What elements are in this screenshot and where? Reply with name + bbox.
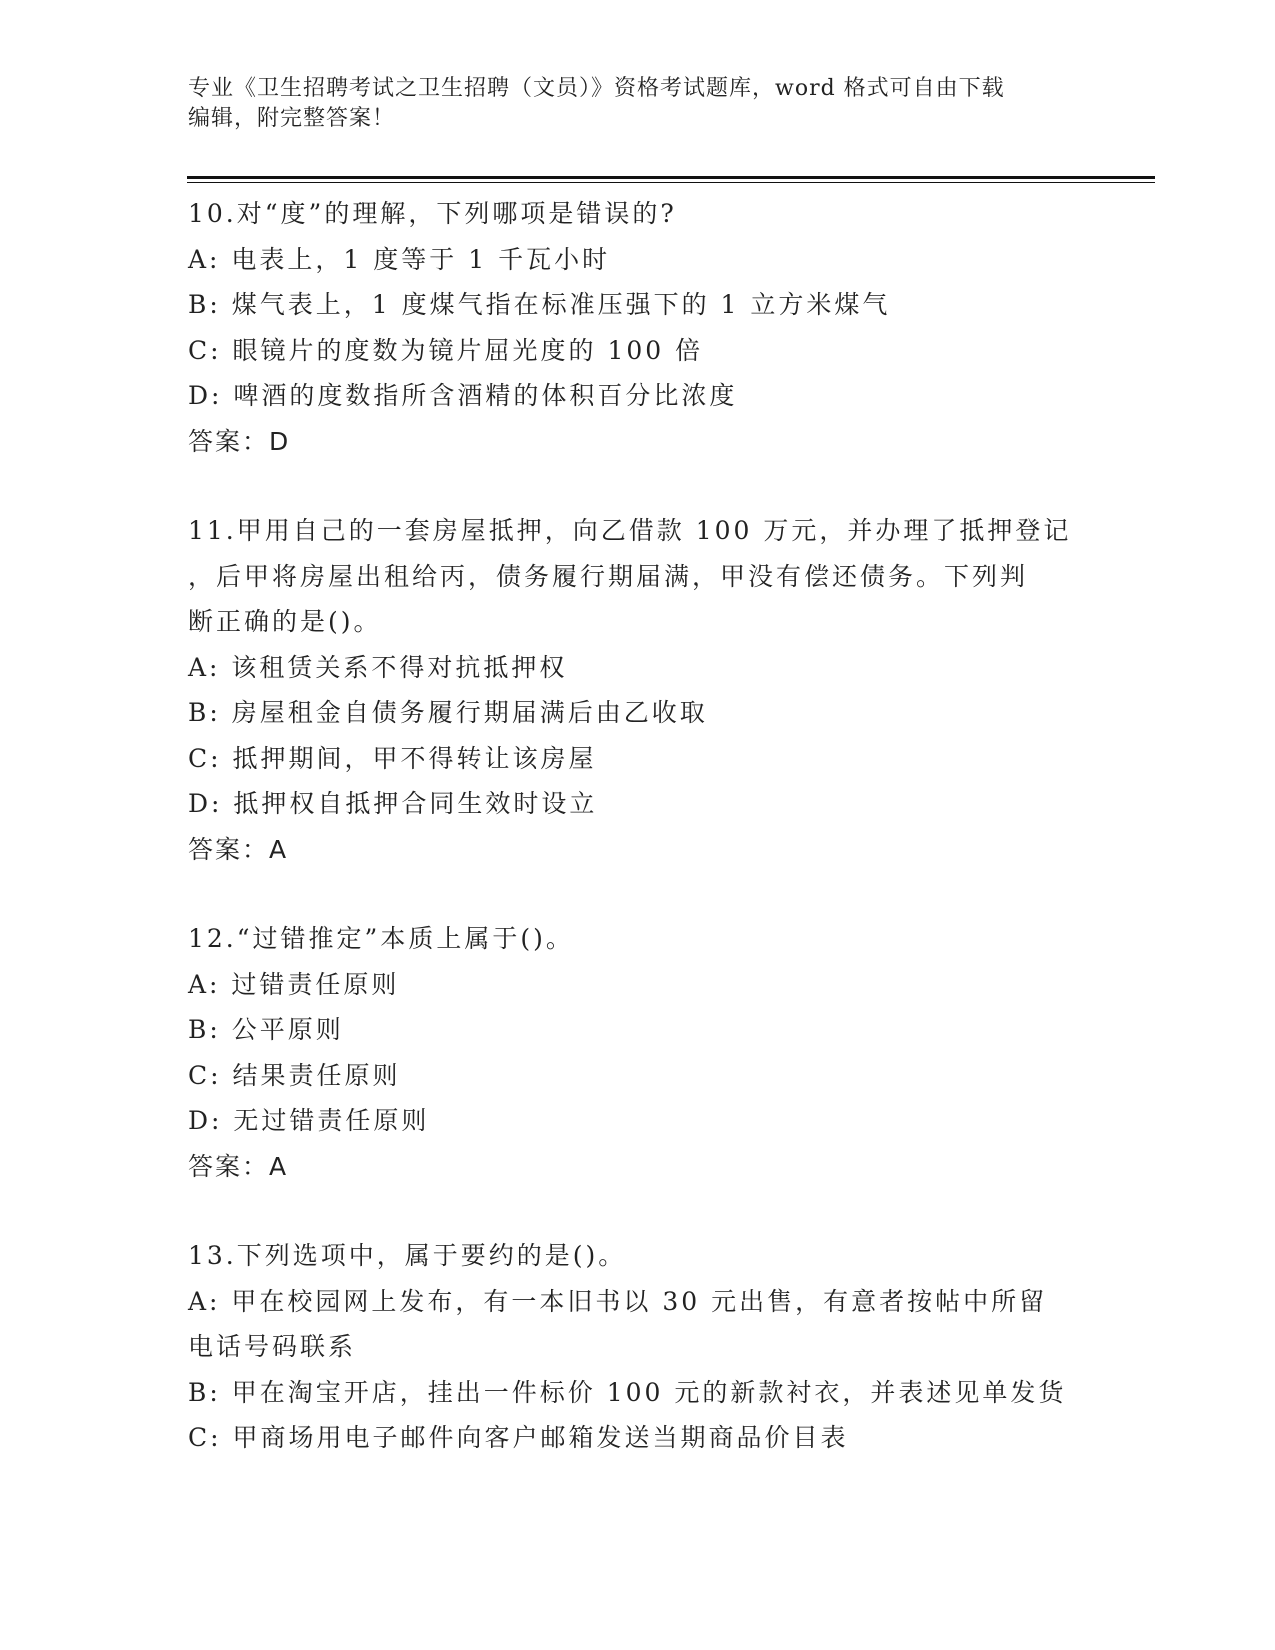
header-divider-thick [187, 176, 1155, 179]
question-spacer [188, 872, 1088, 916]
question-spacer [188, 1189, 1088, 1233]
option-d: D: 无过错责任原则 [188, 1106, 430, 1135]
option-a: A: 电表上，1 度等于 1 千瓦小时 [188, 244, 611, 274]
question-spacer [188, 464, 1088, 508]
document-header [188, 74, 1088, 134]
question-13 [188, 1233, 1088, 1461]
question-11 [188, 508, 1088, 872]
option-a-continued: 电话号码联系 [188, 1332, 357, 1361]
header-divider-thin [187, 182, 1155, 183]
question-10 [188, 191, 1088, 464]
question-stem: 断正确的是()。 [188, 607, 382, 636]
question-stem: 13.下列选项中，属于要约的是()。 [188, 1241, 627, 1270]
option-a: A: 过错责任原则 [188, 969, 400, 999]
option-c: C: 眼镜片的度数为镜片屈光度的 100 倍 [188, 335, 704, 365]
question-stem: ，后甲将房屋出租给丙，债务履行期届满，甲没有偿还债务。下列判 [188, 561, 1029, 591]
answer-label: 答案：A [188, 1151, 289, 1181]
option-c: C: 结果责任原则 [188, 1060, 401, 1090]
question-12 [188, 916, 1088, 1189]
option-b: B: 公平原则 [188, 1015, 344, 1044]
question-list [188, 191, 1088, 1461]
option-a: A: 该租赁关系不得对抗抵押权 [188, 652, 568, 682]
option-d: D: 抵押权自抵押合同生效时设立 [188, 789, 598, 818]
option-b: B: 甲在淘宝开店，挂出一件标价 100 元的新款衬衣，并表述见单发货 [188, 1377, 1067, 1407]
question-stem: 12.“过错推定”本质上属于()。 [188, 924, 574, 953]
answer-label: 答案：D [188, 426, 291, 456]
answer-label: 答案：A [188, 834, 289, 864]
option-d: D: 啤酒的度数指所含酒精的体积百分比浓度 [188, 381, 738, 410]
option-c: C: 抵押期间，甲不得转让该房屋 [188, 743, 597, 773]
header-line: 专业《卫生招聘考试之卫生招聘（文员）》资格考试题库，word 格式可自由下载 [188, 76, 1005, 101]
question-stem: 11.甲用自己的一套房屋抵押，向乙借款 100 万元，并办理了抵押登记 [188, 516, 1072, 545]
option-c: C: 甲商场用电子邮件向客户邮箱发送当期商品价目表 [188, 1423, 849, 1452]
option-b: B: 煤气表上，1 度煤气指在标准压强下的 1 立方米煤气 [188, 290, 891, 319]
header-line: 编辑，附完整答案！ [188, 106, 396, 131]
question-stem: 10.对“度”的理解，下列哪项是错误的? [188, 199, 677, 228]
option-a: A: 甲在校园网上发布，有一本旧书以 30 元出售，有意者按帖中所留 [188, 1286, 1048, 1316]
option-b: B: 房屋租金自债务履行期届满后由乙收取 [188, 698, 708, 727]
